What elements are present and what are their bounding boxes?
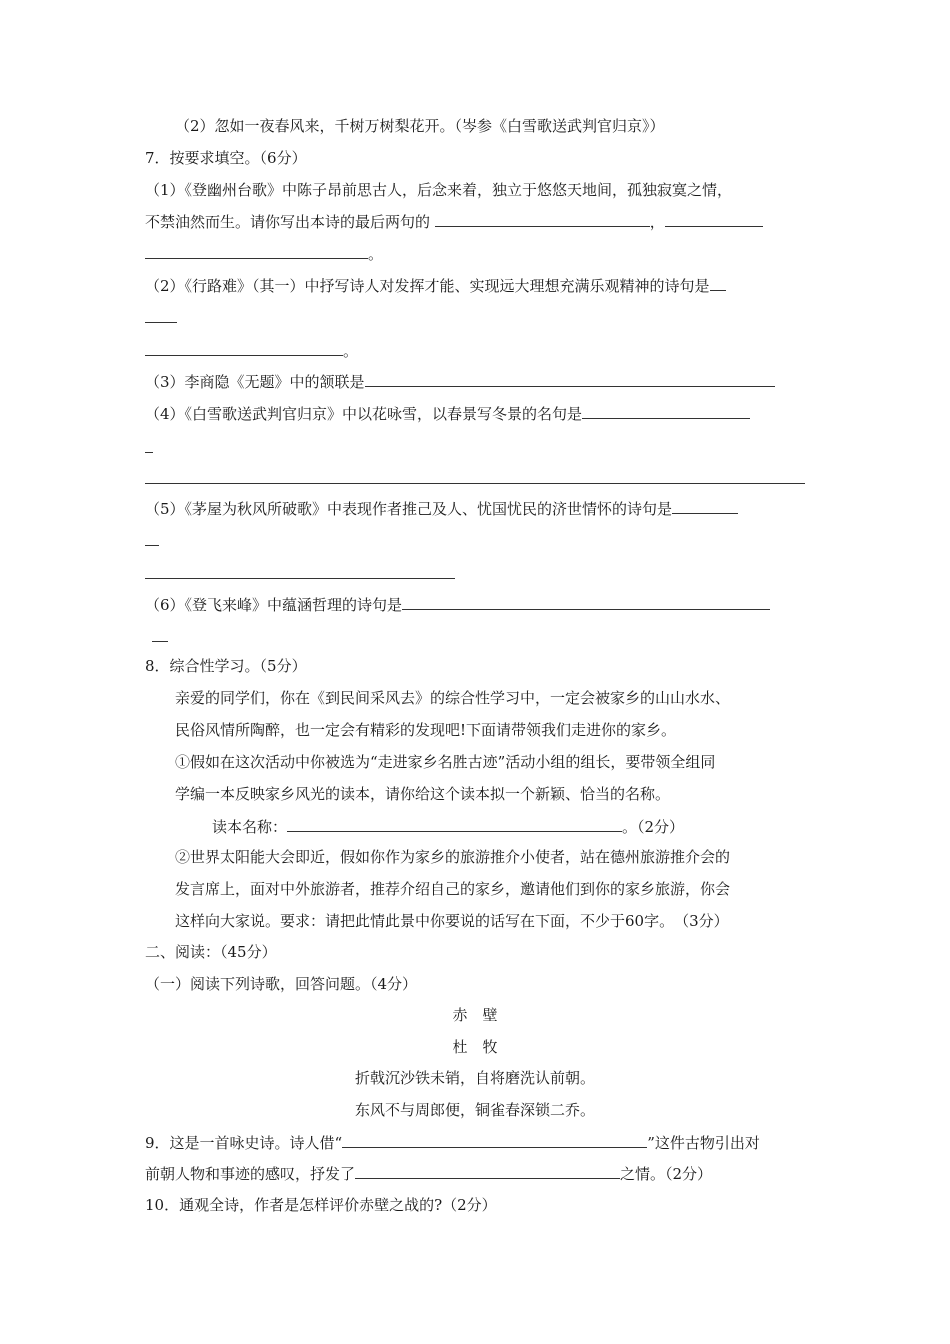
comma: ， bbox=[649, 213, 665, 231]
answer-blank[interactable] bbox=[145, 578, 455, 579]
q7-item-1-line3 bbox=[145, 243, 383, 264]
q7-item-2-line1 bbox=[145, 275, 726, 296]
answer-blank[interactable] bbox=[402, 594, 770, 610]
q7-item-3 bbox=[145, 371, 775, 392]
reader-name-label: 读本名称： bbox=[212, 818, 288, 836]
poem-line-2: 东风不与周郎便，铜雀春深锁二乔。 bbox=[354, 1101, 595, 1119]
period: 。 bbox=[368, 245, 384, 263]
poem-line-1: 折戟沉沙铁未销，自将磨洗认前朝。 bbox=[354, 1069, 595, 1087]
answer-blank[interactable] bbox=[355, 1163, 620, 1179]
answer-blank[interactable] bbox=[582, 403, 750, 419]
q6-item-2: （2）忽如一夜春风来，千树万树梨花开。（岑参《白雪歌送武判官归京》） bbox=[175, 117, 665, 135]
q7-item-4-text: （4）《白雪歌送武判官归京》中以花咏雪，以春景写冬景的名句是 bbox=[145, 405, 583, 423]
q9-text-1: 9．这是一首咏史诗。诗人借“ bbox=[145, 1134, 343, 1152]
q10: 10．通观全诗，作者是怎样评价赤壁之战的?（2分） bbox=[145, 1196, 497, 1214]
q8-title: 8．综合性学习。（5分） bbox=[145, 657, 307, 675]
q7-item-1-text: 不禁油然而生。请你写出本诗的最后两句的 bbox=[145, 213, 431, 231]
q7-item-6-text: （6）《登飞来峰》中蕴涵哲理的诗句是 bbox=[145, 596, 403, 614]
reader-name-blank[interactable] bbox=[287, 816, 622, 832]
poem-author: 杜 牧 bbox=[452, 1038, 498, 1056]
answer-blank[interactable] bbox=[342, 1132, 647, 1148]
q7-item-4 bbox=[145, 403, 750, 424]
score: 。（2分） bbox=[622, 818, 685, 836]
q7-item-2-line3 bbox=[145, 340, 358, 361]
answer-blank[interactable] bbox=[152, 641, 168, 642]
q7-item-5 bbox=[145, 498, 738, 519]
q8-item-1-line2: 学编一本反映家乡风光的读本，请你给这个读本拟一个新颖、恰当的名称。 bbox=[175, 785, 671, 803]
section-2-part-1: （一）阅读下列诗歌，回答问题。（4分） bbox=[145, 975, 418, 993]
q7-item-1-line2 bbox=[145, 211, 763, 232]
q7-item-5-text: （5）《茅屋为秋风所破歌》中表现作者推己及人、忧国忧民的济世情怀的诗句是 bbox=[145, 500, 673, 518]
answer-blank[interactable] bbox=[365, 371, 775, 387]
answer-blank[interactable] bbox=[710, 275, 726, 291]
answer-blank[interactable] bbox=[145, 452, 153, 453]
q8-item-1-line3 bbox=[212, 816, 684, 837]
q7-item-1-line1: （1）《登幽州台歌》中陈子昂前思古人，后念来着，独立于悠悠天地间，孤独寂寞之情， bbox=[145, 181, 733, 199]
answer-blank[interactable] bbox=[145, 243, 368, 259]
q7-item-6 bbox=[145, 594, 770, 615]
q9-line2 bbox=[145, 1163, 712, 1184]
answer-blank[interactable] bbox=[435, 211, 650, 227]
q8-item-2-line2: 发言席上，面对中外旅游者，推荐介绍自己的家乡，邀请他们到你的家乡旅游，你会 bbox=[175, 880, 731, 898]
poem-title: 赤 壁 bbox=[452, 1006, 498, 1024]
section-2-title: 二、阅读：（45分） bbox=[145, 943, 277, 961]
q8-item-2-line1: ②世界太阳能大会即近，假如你作为家乡的旅游推介小使者，站在德州旅游推介会的 bbox=[175, 848, 731, 866]
q8-intro-line2: 民俗风情所陶醉，也一定会有精彩的发现吧!下面请带领我们走进你的家乡。 bbox=[175, 721, 677, 739]
q9-line1 bbox=[145, 1132, 760, 1153]
q7-title: 7．按要求填空。（6分） bbox=[145, 149, 307, 167]
q8-item-2-line3: 这样向大家说。要求：请把此情此景中你要说的话写在下面，不少于60字。 （3分） bbox=[175, 912, 729, 930]
answer-blank[interactable] bbox=[145, 483, 805, 484]
answer-blank[interactable] bbox=[145, 340, 343, 356]
q9-text-2: ”这件古物引出对 bbox=[647, 1134, 760, 1152]
answer-blank[interactable] bbox=[145, 545, 159, 546]
q7-item-2-text: （2）《行路难》（其一）中抒写诗人对发挥才能、实现远大理想充满乐观精神的诗句是 bbox=[145, 277, 710, 295]
q8-item-1-line1: ①假如在这次活动中你被选为“走进家乡名胜古迹”活动小组的组长，要带领全组同 bbox=[175, 753, 716, 771]
q9-text-3: 前朝人物和事迹的感叹，抒发了 bbox=[145, 1165, 356, 1183]
answer-blank[interactable] bbox=[145, 322, 177, 323]
q7-item-3-text: （3）李商隐《无题》中的颔联是 bbox=[145, 373, 365, 391]
period: 。 bbox=[343, 342, 359, 360]
answer-blank[interactable] bbox=[665, 211, 763, 227]
q8-intro-line1: 亲爱的同学们，你在《到民间采风去》的综合性学习中，一定会被家乡的山山水水、 bbox=[175, 689, 731, 707]
q9-text-4: 之情。（2分） bbox=[620, 1165, 713, 1183]
answer-blank[interactable] bbox=[672, 498, 738, 514]
